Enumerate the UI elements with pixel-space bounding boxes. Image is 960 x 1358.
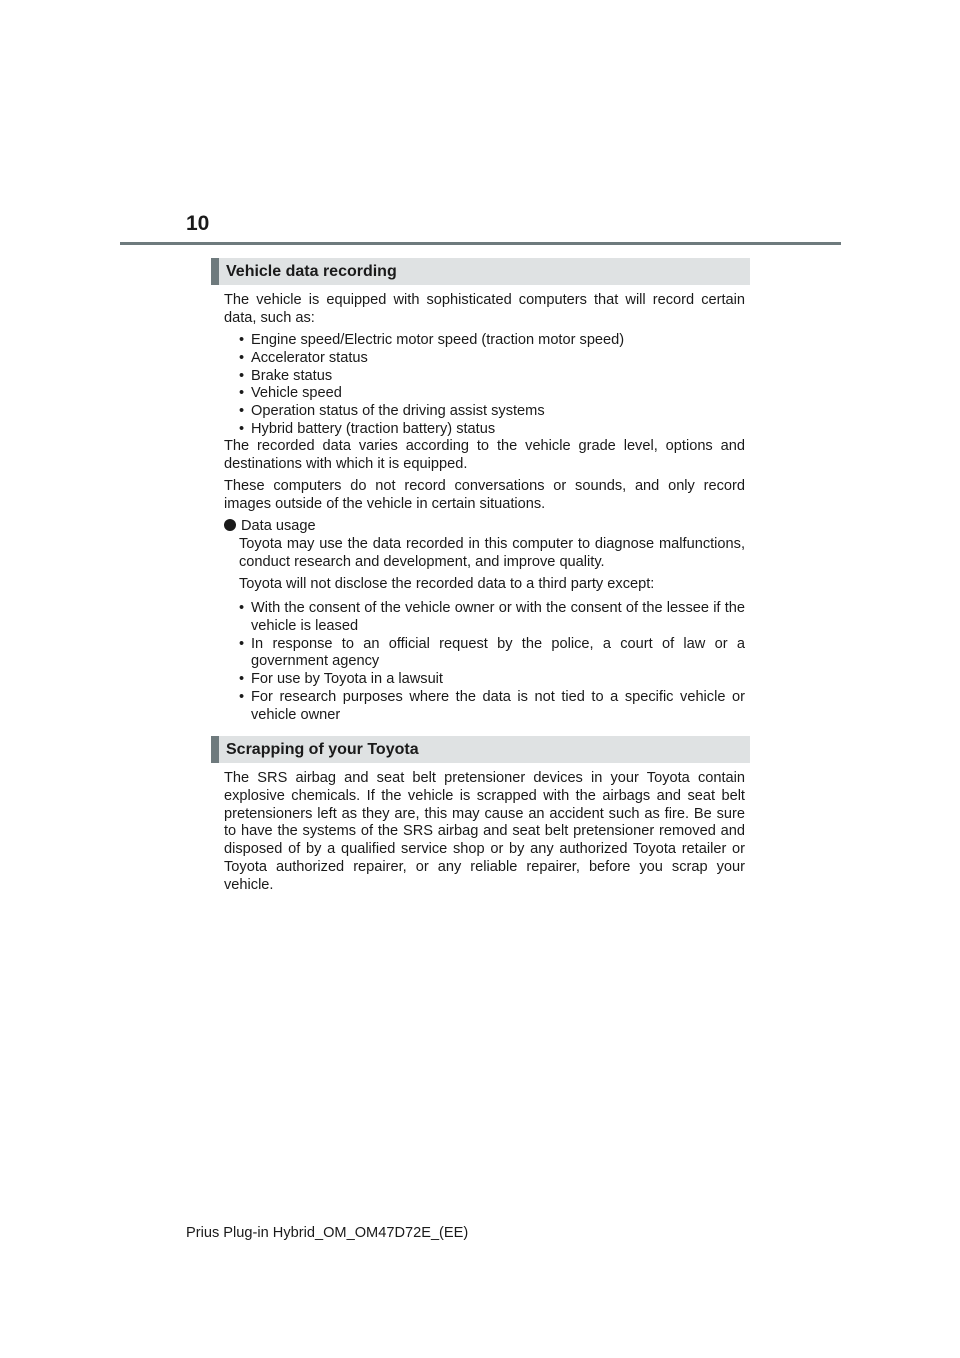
list-item: • For use by Toyota in a lawsuit (239, 671, 443, 688)
list-item: • For research purposes where the data is not tied to a specific vehicle or vehicle owner (239, 688, 745, 723)
bullet-icon: • (239, 367, 245, 384)
bullet-icon: • (239, 332, 245, 348)
list-item: • Brake status (239, 367, 333, 384)
footer-document-id: Prius Plug-in Hybrid_OM_OM47D72E_(EE) (186, 1225, 469, 1241)
recorded-data-list (239, 332, 745, 439)
section-title-vehicle-data-recording: Vehicle data recording (211, 258, 750, 285)
exceptions-list (239, 600, 745, 725)
list-item: • Engine speed/Electric motor speed (traction motor speed) (239, 332, 625, 348)
no-record-paragraph: These computers do not record conversations or sounds, and only record images outside of the vehicle in certain situations. (224, 478, 745, 512)
section-title-scrapping: Scrapping of your Toyota (211, 736, 750, 763)
bullet-icon: • (239, 671, 245, 688)
top-rule (120, 242, 841, 245)
bullet-icon: • (239, 420, 245, 437)
list-item: • With the consent of the vehicle owner or with the consent of the lessee if the vehicle is leased (239, 600, 745, 634)
varies-paragraph: The recorded data varies according to the vehicle grade level, options and destinations with which it is equipped. (224, 438, 745, 472)
page-number: 10 (186, 212, 210, 235)
bullet-icon: • (239, 688, 245, 705)
bullet-icon: • (239, 349, 245, 366)
list-item: • Hybrid battery (traction battery) status (239, 420, 496, 437)
data-usage-heading: Data usage (224, 518, 316, 536)
scrapping-paragraph: The SRS airbag and seat belt pretensioner devices in your Toyota contain explosive chemicals. If the vehicle is scrapped with the airbags and seat belt pretensioners left as they are, this may cause an accident such as fire. Be sure to have the systems of the SRS airbag and seat belt pretensioner removed and disposed of by a qualified service shop or by any authorized Toyota retailer or Toyota authorized repairer, or any reliable repairer, before you scrap your vehicle. (224, 770, 745, 893)
list-item: • Accelerator status (239, 349, 368, 366)
intro-paragraph: The vehicle is equipped with sophisticated computers that will record certain data, such as: (224, 292, 745, 326)
bullet-icon: • (239, 403, 245, 420)
disclose-paragraph: Toyota will not disclose the recorded data to a third party except: (239, 576, 655, 592)
bullet-icon: • (239, 635, 245, 652)
bullet-icon: • (239, 385, 245, 402)
list-item: • Operation status of the driving assist systems (239, 403, 545, 420)
bullet-icon: • (239, 600, 245, 616)
list-item: • Vehicle speed (239, 385, 342, 402)
list-item: • In response to an official request by the police, a court of law or a government agency (239, 635, 745, 670)
data-usage-paragraph: Toyota may use the data recorded in this computer to diagnose malfunctions, conduct research and development, and improve quality. (239, 536, 745, 570)
filled-circle-bullet-icon (224, 519, 236, 531)
